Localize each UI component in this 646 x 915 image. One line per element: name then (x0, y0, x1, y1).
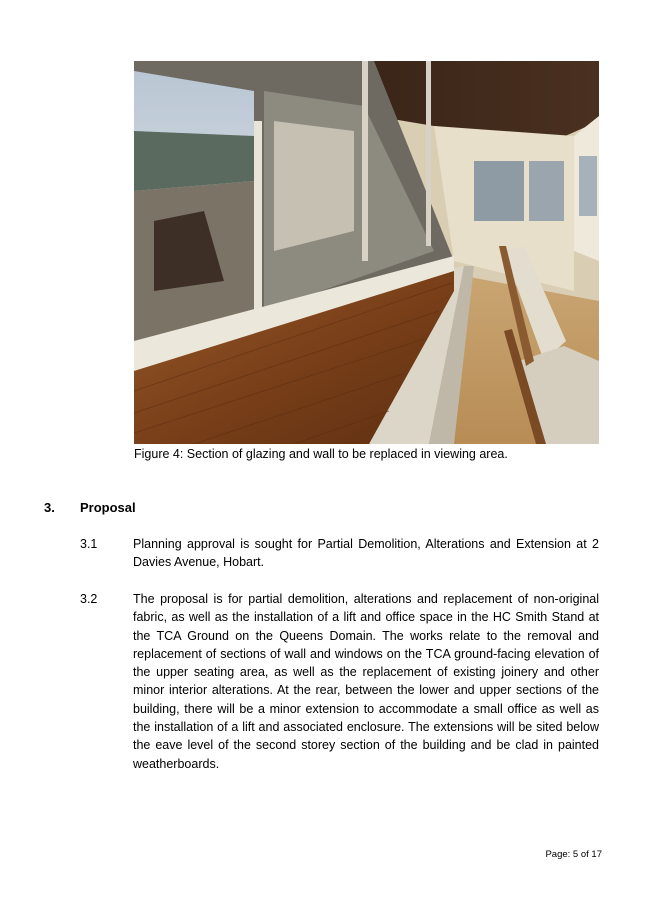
paragraph-text: The proposal is for partial demolition, alterations and replacement of non-original fabric, as well as the installation of a lift and office space in the HC Smith Stand at the TCA Ground on the Queens Domain. The works relate to the removal and replacement of sections of wall and windows on the TCA ground-facing elevation of the upper seating area, as well as the replacement of existing joinery and other minor interior alterations. At the rear, between the lower and upper sections of the building, there will be a minor extension to accommodate a small office as well as the installation of a lift and associated enclosure. The extensions will be sited below the eave level of the second storey section of the building and be clad in painted weatherboards. (133, 592, 599, 771)
section-title: Proposal (80, 500, 136, 515)
figure-4-photo (134, 61, 599, 444)
paragraph-number: 3.1 (80, 537, 98, 551)
section-number: 3. (44, 500, 55, 515)
paragraph-number: 3.2 (80, 592, 98, 606)
figure-caption: Figure 4: Section of glazing and wall to be replaced in viewing area. (134, 447, 508, 461)
page-number: Page: 5 of 17 (545, 849, 602, 860)
paragraph-text: Planning approval is sought for Partial Demolition, Alterations and Extension at 2 Davies Avenue, Hobart. (133, 537, 599, 570)
